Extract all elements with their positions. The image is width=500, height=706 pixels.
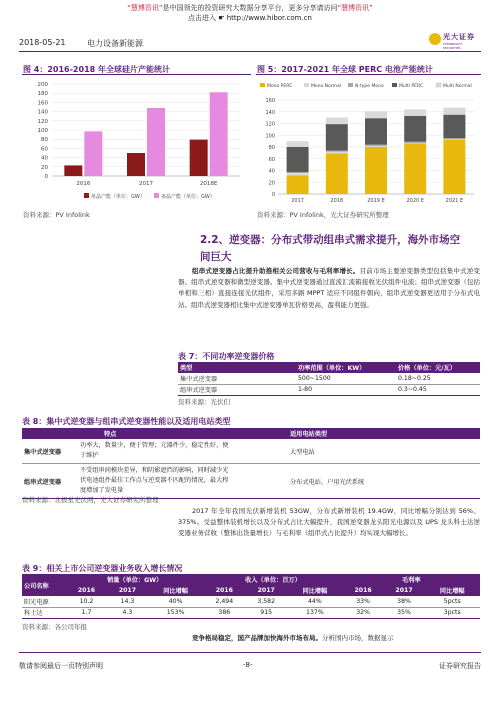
bar-multi: [147, 108, 165, 176]
table9-header-cell: 销量（单位：GW）: [107, 577, 163, 584]
legend-swatch: [348, 83, 353, 87]
legend-label: N-type Mono: [355, 84, 384, 89]
bar-segment-mono-normal: [404, 143, 426, 144]
table9-sub-header-cell: 2016: [215, 587, 233, 594]
y-tick-label: 120: [265, 121, 275, 128]
table9-sub-header-cell: 2017: [395, 587, 413, 594]
table-cell: 4.3: [122, 609, 133, 616]
bar-mono: [64, 165, 82, 176]
table-cell: 0.3~0.45: [398, 386, 427, 393]
feature-line: 于维护: [80, 452, 99, 459]
table7-title: 表 7：不同功率逆变器价格: [178, 352, 275, 361]
table9-sub-header-cell: 同比增幅: [439, 588, 465, 595]
table-cell: 14.3: [120, 597, 135, 605]
table-cell-station: 分布式电站、户用光伏系统: [290, 478, 365, 486]
fig5-source: 资料来源：PV Infolink，光大证券研究所整理: [257, 211, 389, 219]
table9-header-cell: 公司名称: [24, 582, 49, 590]
legend-swatch: [436, 83, 441, 87]
table8-header: [22, 428, 480, 439]
bar-segment-mono-normal: [365, 146, 387, 147]
paragraph-lead: 竞争格局稳定，国产品牌加快海外市场布局。: [192, 634, 322, 642]
top-banner: [0, 0, 500, 30]
y-tick-label: 60: [268, 156, 275, 163]
y-tick-label: 160: [37, 100, 48, 107]
fig4-title: 图 4：2016-2018 年全球硅片产能统计: [23, 65, 170, 74]
table-cell: 0.18~0.25: [398, 374, 431, 382]
page-number: -8-: [243, 661, 253, 669]
bar-segment-mono-perc: [287, 175, 309, 194]
table-cell: 1.7: [81, 609, 92, 616]
y-tick-label: 20: [41, 164, 48, 171]
table-cell: 3,582: [257, 597, 276, 605]
feature-line: 不受组串间模块差异，和阴影遮挡的影响，同时减少光: [80, 467, 229, 474]
brand-name: “慧博资讯”: [127, 4, 163, 12]
table9-sub-header-cell: 2016: [77, 587, 96, 594]
table7-header-cell: 功率范围（单位：KW）: [298, 365, 366, 372]
report-category: 电力设备新能源: [87, 39, 143, 48]
y-tick-label: 60: [41, 146, 48, 153]
legend-swatch: [84, 193, 89, 198]
section-heading-line1: 2.2、逆变器：分布式带动组串式需求提升，海外市场空: [200, 234, 461, 246]
y-tick-label: 120: [37, 118, 48, 125]
hand-pointer-icon: ☛: [218, 14, 225, 22]
table9-sub-header: [22, 585, 480, 596]
fig4-chart: [24, 78, 250, 206]
bar-segment-mono-perc: [443, 140, 465, 194]
feature-line: 度增加了发电量: [80, 487, 124, 494]
bar-segment-mono-perc: [365, 147, 387, 194]
paragraph-lead: 组串式逆变器占比提升助推相关公司营收与毛利率增长。: [192, 267, 360, 275]
x-tick-label: 2016: [76, 181, 91, 187]
bar-segment-mono-normal: [326, 152, 348, 154]
table-cell: 500~1500: [298, 374, 331, 382]
footer-report-type: 证券研究报告: [439, 662, 481, 670]
x-tick-label: 2017: [291, 198, 304, 204]
table8-header-cell: 适用电站类型: [290, 431, 328, 438]
bar-segment-n-type-mono: [326, 151, 348, 152]
legend-swatch: [392, 83, 397, 87]
table9-header-cell: 毛利率: [402, 577, 421, 584]
paragraph-inverter-types: [178, 266, 480, 311]
paragraph-body: 目前市场主要逆变器类型包括集中式逆变器、组串式逆变器和微型逆变器。集中式逆变器通过直流汇流箱接收光伏组件电流；组串式逆变器（包括单相和三相）直接连接光伏组件，采用多路 MPPT 适应不同组件朝向，组串式逆变器更适用于分布式电站。组串式逆变器相比集中式逆变器单瓦价格更高，盈利能力更强。: [178, 267, 481, 309]
fig5-chart: [256, 78, 482, 206]
y-tick-label: 0: [44, 174, 48, 180]
y-tick-label: 140: [265, 109, 275, 116]
y-tick-label: 180: [37, 91, 48, 98]
bar-multi: [84, 131, 102, 176]
report-date: 2018-05-21: [19, 38, 66, 47]
brand-name-2: “慧博资讯”: [337, 4, 373, 12]
legend-label: 单晶产能（单位：GW）: [91, 194, 145, 200]
table8-title: 表 8：集中式逆变器与组串式逆变器性能以及适用电站类型: [22, 417, 231, 426]
bar-segment-multi-normal: [326, 118, 348, 124]
table-row: [22, 596, 480, 607]
paragraph-installations: 2017 年全年我国光伏新增装机 53GW，分布式新增装机 19.4GW，同比增幅分别达到 56%、375%。受益整体装机增长以及分布式占比大幅提升，我国逆变器龙头阳光电源以及 UPS 龙头科士达逆变器业务营收（整体出货量增长）与毛利率（组串式占比提升）均实现大幅增长。: [178, 507, 480, 538]
y-tick-label: 20: [268, 180, 275, 187]
table-cell: 38%: [397, 597, 411, 605]
table8: [22, 428, 480, 499]
bar-segment-mono-normal: [287, 173, 309, 175]
bar-mono: [127, 153, 145, 176]
logo-cn: 光大证券: [443, 33, 475, 41]
table-cell: 915: [260, 609, 273, 616]
table-cell: 科士达: [24, 610, 43, 617]
table9-source: 资料来源：各公司年报: [22, 623, 87, 631]
logo-mark-icon: [429, 33, 441, 45]
table-cell: 组串式逆变器: [180, 387, 218, 394]
table-cell-type: 组串式逆变器: [24, 478, 62, 486]
table-cell: 2,494: [215, 597, 234, 605]
bar-segment-mono-perc: [404, 143, 426, 194]
legend-label: Multi Normal: [443, 84, 472, 89]
table8-header-cell: [22, 428, 78, 439]
table-cell: 5pcts: [443, 597, 461, 605]
y-tick-label: 200: [37, 82, 48, 88]
y-tick-label: 100: [265, 133, 275, 140]
table9-sub-header-cell: 2017: [257, 587, 275, 594]
bar-segment-multi-normal: [365, 111, 387, 118]
y-tick-label: 40: [41, 155, 48, 162]
paragraph-competition: [178, 633, 480, 644]
table9-sub-header-cell: 同比增幅: [302, 588, 328, 595]
y-tick-label: 140: [37, 109, 48, 116]
y-tick-label: 0: [271, 192, 275, 198]
table-cell: 10.2: [79, 597, 94, 605]
x-tick-label: 2019 E: [367, 198, 385, 204]
x-tick-label: 2017: [139, 181, 153, 187]
fig4-source: 资料来源：PV Infolink: [23, 211, 90, 219]
legend-swatch: [260, 83, 265, 87]
table-cell: 集中式逆变器: [180, 375, 218, 383]
x-tick-label: 2018E: [199, 181, 218, 187]
table-row: [178, 373, 480, 384]
banner-text: 是中国领先的投资研究大数据分享平台，更多分享请访问: [162, 4, 338, 12]
fig5-title-rule: [256, 74, 481, 75]
section-heading: [200, 232, 485, 266]
table-row: [178, 384, 480, 395]
table9-sub-header-cell: 2016: [354, 587, 372, 594]
legend-swatch: [154, 193, 159, 198]
table-cell-feature: [78, 464, 288, 499]
bar-segment-multi-normal: [404, 109, 426, 115]
bar-segment-multi-perc: [443, 115, 465, 139]
table7-header: [178, 362, 480, 373]
page-footer: [19, 652, 481, 672]
table-cell: 386: [218, 609, 231, 616]
table-row: [22, 607, 480, 618]
bar-segment-n-type-mono: [287, 172, 309, 173]
table9-group-header: [22, 574, 480, 585]
fig4-title-rule: [22, 74, 251, 75]
table-cell: 阳光电源: [24, 598, 49, 606]
page-header: [19, 30, 481, 52]
bar-segment-multi-perc: [365, 118, 387, 144]
footer-disclaimer: 敬请参阅最后一页特别声明: [19, 662, 103, 670]
x-tick-label: 2021 E: [445, 198, 464, 204]
table-row: [22, 439, 480, 464]
table-cell: 33%: [356, 597, 370, 605]
table-cell: 40%: [168, 597, 183, 605]
section-heading-line2: 间巨大: [200, 251, 232, 263]
logo-en: EVERBRIGHT SECURITIES: [443, 42, 463, 50]
bar-multi: [210, 92, 228, 176]
table7-source: 资料来源：光伏们: [178, 398, 230, 406]
table7-header-cell: 价格（单位：元/瓦）: [398, 365, 456, 372]
bar-segment-multi-perc: [287, 147, 309, 172]
table8-header-cell: 特点: [104, 431, 117, 438]
table-cell-feature: [78, 439, 288, 464]
banner-click-text: 点击进入: [188, 14, 216, 22]
table-cell: 3pcts: [443, 609, 461, 616]
legend-label: Mono PERC: [267, 84, 293, 89]
table-cell: 153%: [166, 609, 185, 616]
y-tick-label: 40: [268, 168, 275, 175]
table-cell: 44%: [307, 597, 322, 605]
table9-title: 表 9：相关上市公司逆变器业务收入增长情况: [22, 564, 183, 573]
bar-segment-mono-perc: [326, 153, 348, 194]
y-tick-label: 80: [41, 137, 48, 144]
bar-segment-multi-normal: [443, 108, 465, 115]
table9-sub-header-cell: 同比增幅: [163, 588, 188, 595]
y-tick-label: 160: [265, 98, 275, 104]
bar-segment-mono-normal: [443, 139, 465, 140]
legend-swatch: [304, 83, 309, 87]
table-cell: 137%: [306, 609, 324, 616]
bar-segment-multi-perc: [326, 124, 348, 150]
legend-label: Multi PERC: [399, 84, 424, 89]
feature-line: 伏电池组件最佳工作点与逆变器不匹配的情况，最大程: [80, 477, 229, 484]
legend-label: 多晶产能（单位：GW）: [161, 194, 215, 200]
bar-segment-multi-normal: [287, 141, 309, 147]
feature-line: 功率大，数量少，便于管理；元器件少，稳定性好，便: [80, 442, 229, 449]
table-cell-station: 大型电站: [290, 448, 315, 456]
bar-segment-n-type-mono: [365, 145, 387, 146]
bar-segment-multi-perc: [404, 116, 426, 142]
bar-segment-n-type-mono: [404, 142, 426, 143]
fig5-title: 图 5：2017-2021 年全球 PERC 电池产能统计: [257, 65, 433, 74]
table8-source: 资料来源：北极星光伏网，光大证券研究所整理: [22, 496, 159, 504]
legend-label: Mono Normal: [311, 84, 341, 89]
table-row: [22, 464, 480, 499]
company-logo: [429, 31, 477, 51]
paragraph-body: 分析国内市场，数据显示: [322, 634, 394, 642]
y-tick-label: 100: [37, 128, 48, 134]
y-tick-label: 80: [268, 145, 275, 151]
x-tick-label: 2020 E: [406, 198, 424, 204]
table-cell: 35%: [397, 609, 411, 616]
x-tick-label: 2018: [330, 198, 344, 204]
banner-link[interactable]: http://www.hibor.com.cn: [226, 14, 312, 22]
table-cell-type: 集中式逆变器: [24, 448, 62, 456]
table9-sub-header-cell: 2017: [118, 587, 137, 594]
table7: [178, 362, 480, 396]
table-cell: 32%: [356, 609, 370, 616]
bar-mono: [190, 140, 208, 176]
table-cell: 1-80: [298, 386, 313, 393]
table9-header-cell: 收入（单位：百万）: [245, 577, 301, 584]
bar-segment-n-type-mono: [443, 138, 465, 139]
table9: [22, 574, 480, 619]
table7-header-cell: 类型: [180, 365, 193, 372]
